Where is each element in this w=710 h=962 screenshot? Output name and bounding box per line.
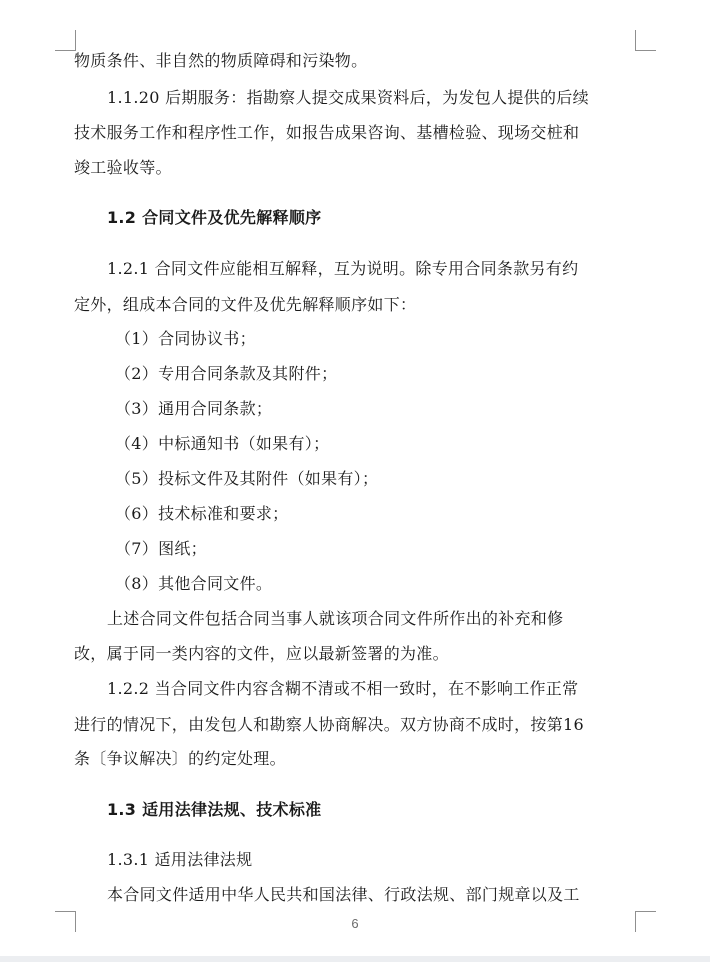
list-item: （2）专用合同条款及其附件； (115, 364, 338, 383)
section-heading-1-2: 1.2 合同文件及优先解释顺序 (107, 208, 322, 227)
clause-1-2-1-line: 1.2.1 合同文件应能相互解释，互为说明。除专用合同条款另有约 (107, 259, 579, 278)
body-line: 进行的情况下，由发包人和勘察人协商解决。双方协商不成时，按第16 (74, 715, 584, 734)
corner-mark-top-left (55, 30, 76, 51)
list-item: （6）技术标准和要求； (115, 504, 289, 523)
list-item: （4）中标通知书（如果有）； (115, 434, 330, 453)
page-body (74, 0, 642, 905)
list-item: （3）通用合同条款； (115, 399, 273, 418)
clause-1-3-1-line: 1.3.1 适用法律法规 (107, 850, 253, 869)
list-item: （7）图纸； (115, 539, 207, 558)
list-item: （8）其他合同文件。 (115, 574, 273, 593)
list-item: （1）合同协议书； (115, 329, 256, 348)
body-line: 技术服务工作和程序性工作，如报告成果咨询、基槽检验、现场交桩和 (74, 123, 580, 142)
body-line: 物质条件、非自然的物质障碍和污染物。 (74, 51, 368, 70)
body-line: 本合同文件适用中华人民共和国法律、行政法规、部门规章以及工 (107, 885, 580, 904)
section-heading-1-3: 1.3 适用法律法规、技术标准 (107, 800, 322, 819)
page-number: 6 (351, 916, 359, 931)
clause-1-1-20-line: 1.1.20 后期服务：指勘察人提交成果资料后，为发包人提供的后续 (107, 88, 589, 107)
body-line: 条〔争议解决〕的约定处理。 (74, 749, 286, 768)
page-edge (0, 956, 710, 962)
clause-1-2-2-line: 1.2.2 当合同文件内容含糊不清或不相一致时，在不影响工作正常 (107, 679, 579, 698)
list-item: （5）投标文件及其附件（如果有）； (115, 469, 379, 488)
body-line: 上述合同文件包括合同当事人就该项合同文件所作出的补充和修 (107, 609, 564, 628)
body-line: 改，属于同一类内容的文件，应以最新签署的为准。 (74, 644, 449, 663)
body-line: 竣工验收等。 (74, 158, 172, 177)
body-line: 定外，组成本合同的文件及优先解释顺序如下： (74, 295, 417, 314)
